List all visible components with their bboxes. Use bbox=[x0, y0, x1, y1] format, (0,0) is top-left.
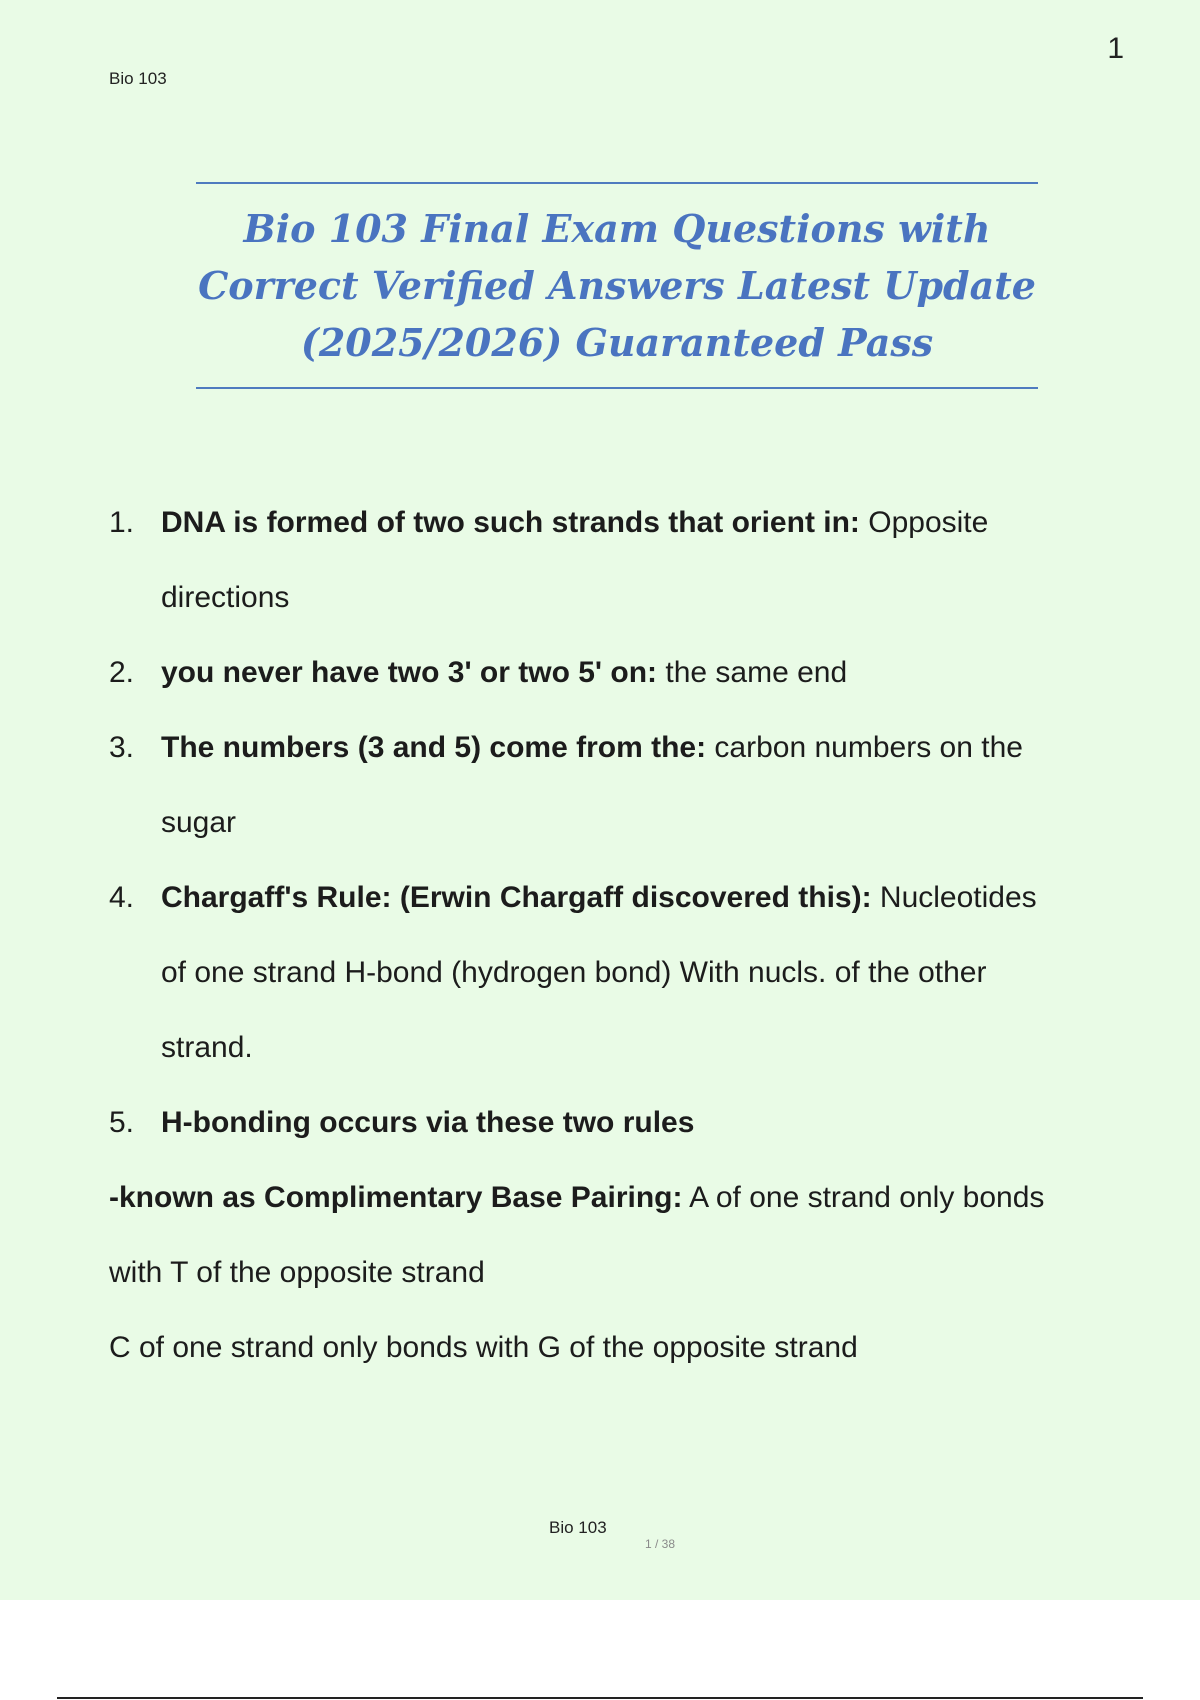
item-number: 4. bbox=[109, 881, 135, 914]
document-title bbox=[196, 200, 1038, 371]
list-item-4 bbox=[109, 860, 1129, 1085]
list-item-2 bbox=[109, 635, 1129, 710]
rule-text: A of one strand only bonds bbox=[682, 1181, 1045, 1214]
rule-heading: -known as Complimentary Base Pairing: bbox=[109, 1181, 683, 1214]
page-number: 1 bbox=[1107, 32, 1124, 65]
item-question: The numbers (3 and 5) come from the: bbox=[161, 731, 707, 764]
title-rule-bottom bbox=[196, 387, 1038, 389]
item-answer: the same end bbox=[657, 656, 848, 689]
title-line-1: Bio 103 Final Exam Questions with bbox=[243, 206, 991, 251]
item-number: 2. bbox=[109, 656, 135, 689]
list-item-3 bbox=[109, 710, 1129, 860]
item-number: 1. bbox=[109, 506, 135, 539]
title-line-3: (2025/2026) Guaranteed Pass bbox=[300, 320, 934, 365]
question-list bbox=[109, 485, 1129, 1385]
rule-text-continued: with T of the opposite strand bbox=[109, 1256, 485, 1289]
next-page-rule bbox=[57, 1697, 1143, 1699]
item-answer-continued: strand. bbox=[161, 1031, 253, 1064]
item-answer-continued: of one strand H-bond (hydrogen bond) With nucls. of the other bbox=[161, 956, 987, 989]
item-question: you never have two 3' or two 5' on: bbox=[161, 656, 658, 689]
list-item-5 bbox=[109, 1085, 1129, 1160]
item-answer: Opposite bbox=[859, 506, 989, 539]
item-number: 5. bbox=[109, 1106, 135, 1139]
footer-running-title: Bio 103 bbox=[549, 1518, 607, 1537]
title-rule-top bbox=[196, 182, 1038, 184]
page-counter: 1 / 38 bbox=[645, 1537, 676, 1551]
item-question: H-bonding occurs via these two rules bbox=[161, 1106, 695, 1139]
item-answer-continued: directions bbox=[161, 581, 290, 614]
item-answer: Nucleotides bbox=[871, 881, 1037, 914]
base-pairing-rules bbox=[109, 1160, 1129, 1385]
title-line-2: Correct Verified Answers Latest Update bbox=[198, 263, 1036, 308]
header-running-title: Bio 103 bbox=[109, 69, 167, 88]
item-answer: carbon numbers on the bbox=[706, 731, 1023, 764]
list-item-1 bbox=[109, 485, 1129, 635]
item-question: DNA is formed of two such strands that orient in: bbox=[161, 506, 860, 539]
rule-text-second: C of one strand only bonds with G of the opposite strand bbox=[109, 1331, 858, 1364]
item-question: Chargaff's Rule: (Erwin Chargaff discovered this): bbox=[161, 881, 872, 914]
item-answer-continued: sugar bbox=[161, 806, 237, 839]
item-number: 3. bbox=[109, 731, 135, 764]
